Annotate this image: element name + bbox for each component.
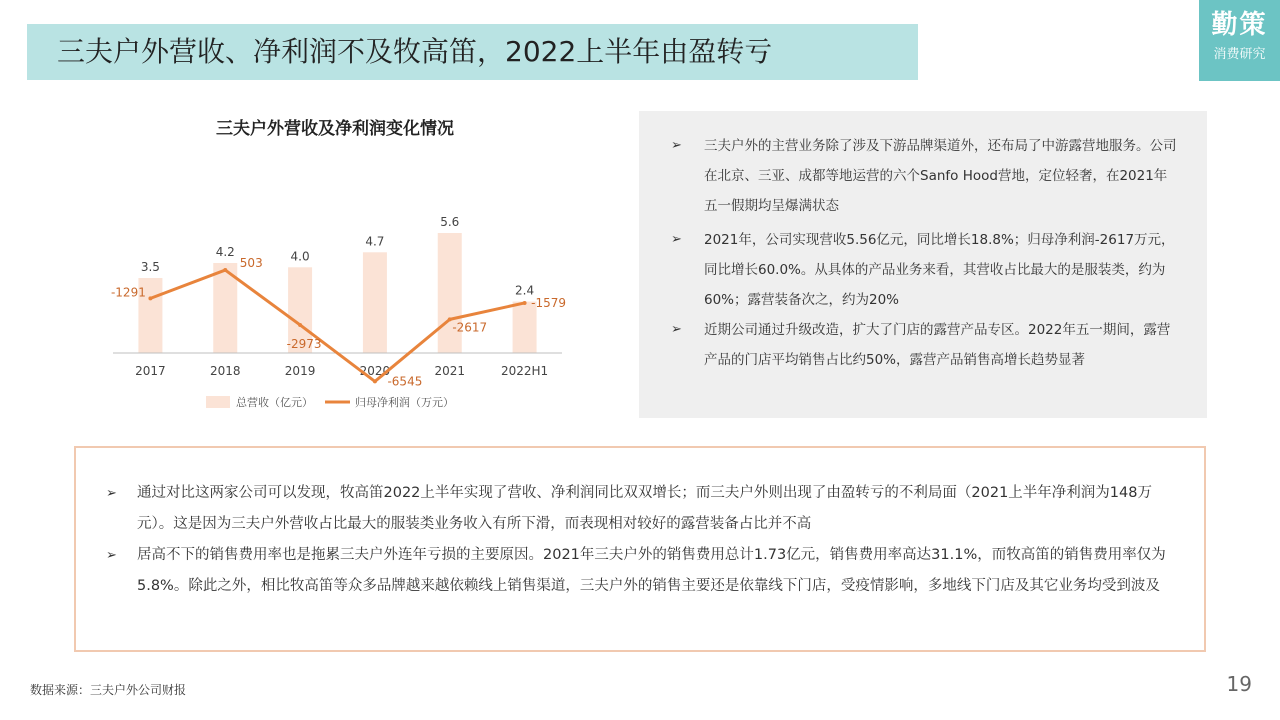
- x-tick-label: 2019: [284, 364, 316, 378]
- profit-point: [298, 323, 302, 327]
- bar-value-label: 4.2: [215, 245, 235, 259]
- arrow-bullet-icon: ➢: [106, 486, 117, 501]
- page-number: 19: [1226, 672, 1252, 696]
- x-tick-label: 2020: [359, 364, 391, 378]
- profit-point: [448, 317, 452, 321]
- arrow-bullet-icon: ➢: [671, 232, 682, 247]
- legend-bar-swatch: [206, 396, 230, 408]
- line-value-label: 503: [239, 256, 263, 271]
- line-value-label: -2617: [452, 320, 488, 335]
- bar-value-label: 3.5: [140, 260, 160, 274]
- line-value-label: -1291: [110, 285, 146, 300]
- arrow-bullet-icon: ➢: [671, 322, 682, 337]
- info-bullet-text: 2021年，公司实现营收5.56亿元，同比增长18.8%；归母净利润-2617万元，同比增长60.0%。从具体的产品业务来看，其营收占比最大的是服装类，约为60%；露营装备次之，约为20%: [704, 232, 1175, 308]
- bar-value-label: 4.7: [365, 234, 385, 249]
- brand-name: 勤策: [1211, 10, 1268, 40]
- arrow-bullet-icon: ➢: [671, 138, 682, 153]
- summary-bullet: [106, 478, 1186, 540]
- bar-value-label: 5.6: [440, 215, 460, 229]
- info-bullet-text: 三夫户外的主营业务除了涉及下游品牌渠道外，还布局了中游露营地服务。公司在北京、三亚、成都等地运营的六个Sanfo Hood营地，定位轻奢，在2021年五一假期均呈爆满状态: [704, 138, 1177, 214]
- summary-bullet-text: 居高不下的销售费用率也是拖累三夫户外连年亏损的主要原因。2021年三夫户外的销售费用总计1.73亿元，销售费用率高达31.1%，而牧高笛的销售费用率仅为5.8%。除此之外，相比牧高笛等众多品牌越来越依赖线上销售渠道，三夫户外的销售主要还是依靠线下门店，受疫情影响，多地线下门店及其它业务均受到波及: [137, 547, 1166, 594]
- revenue-bar: [438, 233, 462, 353]
- profit-point: [373, 379, 377, 383]
- bar-value-label: 2.4: [515, 283, 535, 298]
- legend-label: 归母净利润（万元）: [355, 396, 454, 409]
- summary-panel: [74, 446, 1206, 652]
- arrow-bullet-icon: ➢: [106, 548, 117, 563]
- line-value-label: -6545: [387, 374, 423, 389]
- x-tick-label: 2022H1: [500, 364, 549, 378]
- line-value-label: -2973: [286, 336, 322, 351]
- info-panel: [639, 111, 1207, 418]
- info-bullet: [671, 225, 1179, 315]
- summary-bullet-text: 通过对比这两家公司可以发现，牧高笛2022上半年实现了营收、净利润同比双双增长；而三夫户外则出现了由盈转亏的不利局面（2021上半年净利润为148万元）。这是因为三夫户外营收占比最大的服装类业务收入有所下滑，而表现相对较好的露营装备占比并不高: [137, 485, 1152, 532]
- revenue-profit-chart: [110, 140, 580, 420]
- brand-subtitle: 消费研究: [1213, 47, 1266, 62]
- x-tick-label: 2017: [135, 364, 166, 378]
- page-title: 三夫户外营收、净利润不及牧高笛，2022上半年由盈转亏: [57, 35, 773, 68]
- bar-value-label: 4.0: [290, 249, 310, 264]
- chart-title: 三夫户外营收及净利润变化情况: [216, 119, 454, 139]
- profit-point: [523, 301, 527, 305]
- summary-bullet: [106, 540, 1186, 602]
- profit-point: [223, 268, 227, 272]
- info-bullet-text: 近期公司通过升级改造，扩大了门店的露营产品专区。2022年五一期间，露营产品的门店平均销售占比约50%，露营产品销售高增长趋势显著: [704, 322, 1171, 368]
- info-bullet: [671, 315, 1179, 375]
- brand-logo: [1199, 0, 1280, 81]
- line-value-label: -1579: [531, 295, 567, 310]
- data-source: 数据来源：三夫户外公司财报: [30, 683, 187, 697]
- legend-label: 总营收（亿元）: [236, 396, 313, 409]
- x-tick-label: 2018: [209, 364, 241, 378]
- x-tick-label: 2021: [434, 364, 466, 378]
- profit-point: [148, 296, 152, 300]
- revenue-bar: [363, 252, 387, 353]
- title-bar: [27, 24, 918, 80]
- info-bullet: [671, 131, 1179, 221]
